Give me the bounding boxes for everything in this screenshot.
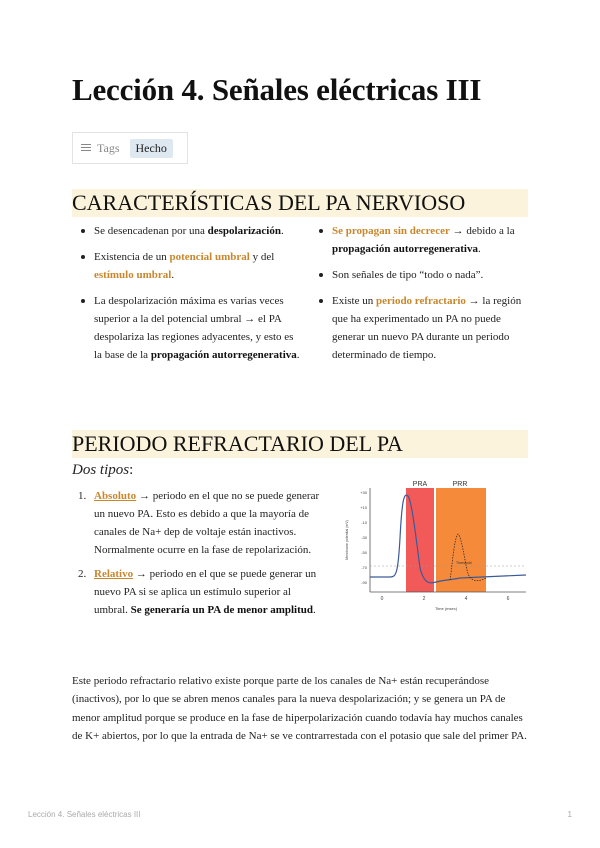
y-tick: -70 [361, 565, 367, 570]
y-tick: -50 [361, 550, 367, 555]
x-tick: 4 [464, 596, 468, 602]
x-tick: 2 [422, 596, 426, 602]
list-item: La despolarización máxima es varias veces superior a la del potencial umbral → el PA despolariza las regiones adyacentes, y esto es la base de la propagación autorregenerativa. [72, 292, 300, 364]
list-icon [81, 144, 91, 152]
left-bullet-list [72, 222, 300, 372]
prr-region [436, 488, 486, 592]
x-axis-label: Time (msec) [434, 606, 458, 611]
list-item: Existe un periodo refractario → la región que ha experimentado un PA no puede generar un nuevo PA durante un periodo determinado de tiempo. [310, 292, 532, 364]
x-tick: 6 [506, 596, 510, 602]
tags-label: Tags [97, 140, 120, 155]
footer-page-number: 1 [567, 810, 572, 819]
y-tick-labels [360, 490, 368, 585]
y-tick: -10 [361, 520, 367, 525]
prr-label: PRR [452, 481, 468, 488]
y-tick: -90 [361, 580, 367, 585]
action-potential-graph [340, 478, 528, 616]
right-bullet-list [310, 222, 532, 372]
footer-document-title: Lección 4. Señales eléctricas III [28, 810, 141, 819]
explanatory-paragraph: Este periodo refractario relativo existe porque parte de los canales de Na+ están recuperándose (inactivos), por lo que se abren menos canales para la nueva despolarización; y se genera un PA de menor amplitud porque se produce en la fase de hiperpolarización cuando todavía hay muchos canales de K+ abiertos, por lo que la entrada de Na+ se ve contrarrestada con el potasio que sale del primer PA. [72, 675, 527, 742]
page-title: Lección 4. Señales eléctricas III [72, 72, 482, 107]
tags-property[interactable] [72, 132, 188, 164]
y-axis-label: Membrane potential (mV) [345, 520, 349, 560]
subheading-dos-tipos: Dos tipos: [72, 462, 134, 478]
tag-chip[interactable]: Hecho [130, 139, 173, 158]
refractory-types-list [72, 487, 322, 625]
y-tick: -30 [361, 535, 367, 540]
section-heading-caracteristicas: CARACTERÍSTICAS DEL PA NERVIOSO [72, 189, 528, 217]
list-item: Existencia de un potencial umbral y del estímulo umbral. [72, 248, 300, 284]
x-tick: 0 [380, 596, 384, 602]
list-item-absoluto: 1. Absoluto → periodo en el que no se puede generar un nuevo PA. Esto es debido a que la mayoría de canales de Na+ dep de voltaje están inactivos. Normalmente ocurre en la fase de repolarización. [78, 490, 320, 556]
threshold-label: Threshold [456, 561, 472, 565]
y-tick: +30 [360, 490, 367, 495]
y-tick: +10 [360, 505, 367, 510]
list-item: Se desencadenan por una despolarización. [72, 222, 300, 240]
x-tick-labels [381, 596, 510, 602]
list-item: Son señales de tipo “todo o nada”. [310, 266, 532, 284]
list-item: Se propagan sin decrecer → debido a la propagación autorregenerativa. [310, 222, 532, 258]
section-heading-periodo-refractario: PERIODO REFRACTARIO DEL PA [72, 430, 528, 458]
list-item-relativo: 2. Relativo → periodo en el que se puede generar un nuevo PA si se aplica un estímulo superior al umbral. Se generaría un PA de menor amplitud. [78, 568, 317, 616]
pra-label: PRA [412, 481, 428, 488]
